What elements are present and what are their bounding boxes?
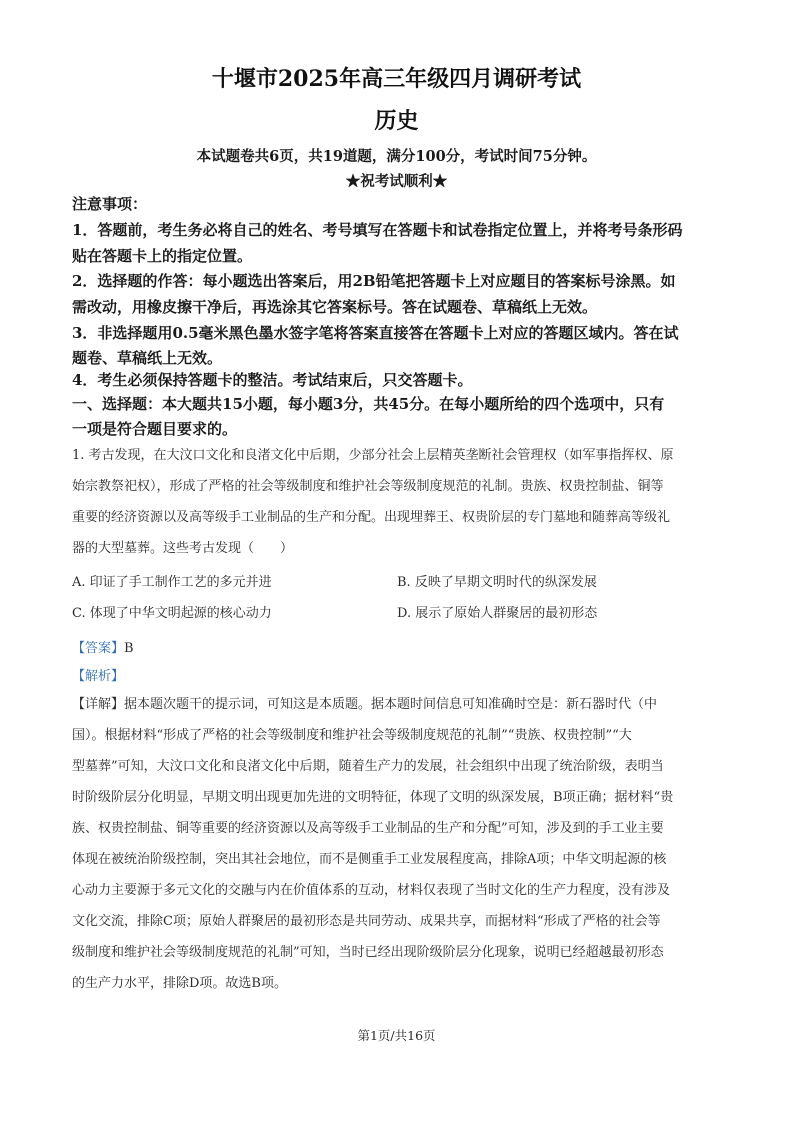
exam-info: 本试题卷共6页，共19道题，满分100分，考试时间75分钟。 — [196, 148, 597, 165]
page-number: 第1页/共16页 — [357, 1028, 436, 1043]
exam-title: 十堰市2025年高三年级四月调研考试 — [211, 66, 582, 92]
detail-line: 族、权贵控制盐、铜等重要的经济资源以及高等级手工业制品的生产和分配”可知，涉及到的手工业主要 — [72, 821, 664, 836]
notes-heading: 注意事项： — [72, 195, 148, 213]
subject-title: 历史 — [374, 108, 419, 134]
detail-line: 国）。根据材料“形成了严格的社会等级制度和维护社会等级制度规范的礼制”“贵族、权贵控制”“大 — [72, 728, 632, 743]
option-c: C. 体现了中华文明起源的核心动力 — [72, 606, 272, 621]
note-line: 贴在答题卡上的指定位置。 — [72, 247, 253, 265]
detail-line: 体现在被统治阶级控制，突出其社会地位，而不是侧重手工业发展程度高，排除A项；中华文明起源的核 — [72, 852, 667, 867]
detail-line: 型墓葬”可知，大汶口文化和良渚文化中后期，随着生产力的发展，社会组织中出现了统治阶级，表明当 — [72, 759, 664, 774]
note-line: 4．考生必须保持答题卡的整洁。考试结束后，只交答题卡。 — [72, 371, 473, 389]
detail-line: 【详解】据本题次题干的提示词，可知这是本质题。据本题时间信息可知准确时空是：新石器时代（中 — [72, 697, 658, 712]
detail-line: 心动力主要源于多元文化的交融与内在价值体系的互动，材料仅表现了当时文化的生产力程度，没有涉及 — [72, 883, 671, 898]
note-line: 1．答题前，考生务必将自己的姓名、考号填写在答题卡和试卷指定位置上，并将考号条形码 — [72, 221, 683, 239]
analysis-tag: 【解析】 — [72, 669, 125, 684]
question-stem-line: 始宗教祭祀权），形成了严格的社会等级制度和维护社会等级制度规范的礼制。贵族、权贵控制盐、铜等 — [72, 479, 664, 494]
detail-line: 文化交流，排除C项；原始人群聚居的最初形态是共同劳动、成果共享，而据材料“形成了严格的社会等 — [72, 914, 661, 929]
detail-line: 级制度和维护社会等级制度规范的礼制”可知，当时已经出现阶级阶层分化现象，说明已经超越最初形态 — [72, 945, 664, 960]
option-d: D. 展示了原始人群聚居的最初形态 — [397, 606, 598, 621]
answer-tag: 【答案】 — [72, 641, 125, 656]
option-a: A. 印证了手工制作工艺的多元并进 — [72, 575, 272, 590]
answer-line — [72, 637, 134, 656]
note-line: 3．非选择题用0.5毫米黑色墨水签字笔将答案直接答在答题卡上对应的答题区域内。答在试 — [72, 324, 679, 342]
section-heading: 一、选择题：本大题共15小题，每小题3分，共45分。在每小题所给的四个选项中，只有 — [72, 395, 665, 413]
question-stem-line: 1. 考古发现，在大汶口文化和良渚文化中后期，少部分社会上层精英垄断社会管理权（如军事指挥权、原 — [72, 448, 674, 463]
detail-line: 的生产力水平，排除D项。故选B项。 — [72, 976, 287, 991]
question-stem-line: 重要的经济资源以及高等级手工业制品的生产和分配。出现埋葬王、权贵阶层的专门墓地和随葬高等级礼 — [72, 510, 671, 525]
note-line: 需改动，用橡皮擦干净后，再选涂其它答案标号。答在试题卷、草稿纸上无效。 — [72, 298, 598, 316]
detail-line: 时阶级阶层分化明显，早期文明出现更加先进的文明特征，体现了文明的纵深发展，B项正确；据材料“贵 — [72, 790, 674, 805]
answer-value: B — [124, 641, 134, 656]
question-stem-line: 器的大型墓葬。这些考古发现（ ） — [72, 541, 294, 556]
exam-wish: ★祝考试顺利★ — [345, 173, 448, 190]
section-heading: 一项是符合题目要求的。 — [72, 420, 238, 438]
note-line: 2．选择题的作答：每小题选出答案后，用2B铅笔把答题卡上对应题目的答案标号涂黑。如 — [72, 272, 676, 290]
note-line: 题卷、草稿纸上无效。 — [72, 349, 223, 367]
option-b: B. 反映了早期文明时代的纵深发展 — [397, 575, 597, 590]
